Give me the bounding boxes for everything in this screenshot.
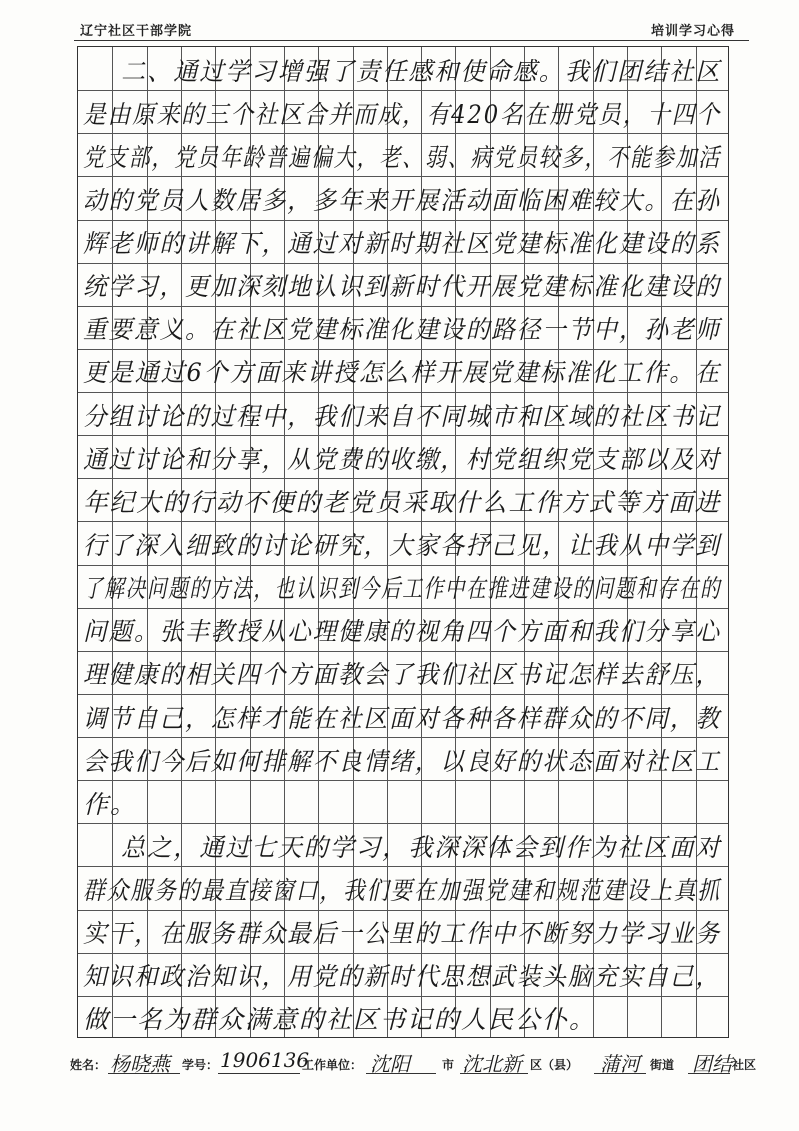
handwritten-line xyxy=(83,611,723,649)
handwritten-line xyxy=(83,784,723,822)
footer-info xyxy=(70,1048,760,1078)
city-label: 市 xyxy=(442,1058,455,1072)
handwritten-line-text: 二、通过学习增强了责任感和使命感。我们团结社区 xyxy=(120,56,722,86)
handwritten-line xyxy=(83,654,723,692)
city-value: 沈阳 xyxy=(370,1052,410,1076)
handwritten-line-text: 是由原来的三个社区合并而成，有420名在册党员，十四个 xyxy=(83,99,721,129)
handwritten-line xyxy=(83,266,723,304)
header-rule xyxy=(74,40,749,41)
handwritten-line xyxy=(83,439,723,477)
handwritten-line xyxy=(83,94,723,132)
handwritten-line-text: 理健康的相关四个方面教会了我们社区书记怎样去舒压， xyxy=(83,660,721,690)
id-underline xyxy=(218,1073,300,1074)
name-underline xyxy=(108,1073,180,1074)
handwritten-line xyxy=(83,741,723,779)
handwritten-line xyxy=(83,956,723,994)
handwritten-line-text: 作。 xyxy=(83,789,138,819)
handwritten-line xyxy=(83,870,723,908)
handwritten-line xyxy=(83,180,723,218)
handwritten-line-text: 调节自己，怎样才能在社区面对各种各样群众的不同，教 xyxy=(83,703,721,733)
handwritten-line-text: 问题。张丰教授从心理健康的视角四个方面和我们分享心 xyxy=(83,617,721,647)
handwritten-line-text: 通过讨论和分享，从党费的收缴，村党组织党支部以及对 xyxy=(83,444,721,474)
district-label: 区（县） xyxy=(530,1058,579,1072)
handwritten-line-text: 知识和政治知识，用党的新时代思想武装头脑充实自己， xyxy=(83,962,721,992)
id-value: 1906136 xyxy=(220,1048,310,1072)
handwritten-line xyxy=(83,396,723,434)
street-value: 蒲河 xyxy=(600,1052,640,1076)
handwritten-line-text: 会我们今后如何排解不良情绪，以良好的状态面对社区工 xyxy=(83,746,721,776)
handwritten-line-text: 群众服务的最直接窗口，我们要在加强党建和规范建设上真抓 xyxy=(83,876,721,906)
handwritten-line xyxy=(83,913,723,951)
handwritten-line-text: 党支部，党员年龄普遍偏大，老、弱、病党员较多，不能参加活 xyxy=(83,142,722,172)
handwritten-line xyxy=(83,352,723,390)
name-label: 姓名： xyxy=(70,1058,107,1072)
community-value: 团结 xyxy=(692,1052,732,1076)
handwritten-line xyxy=(83,827,723,865)
unit-label: 工作单位： xyxy=(302,1058,363,1072)
handwritten-line-text: 更是通过6个方面来讲授怎么样开展党建标准化工作。在 xyxy=(83,358,721,388)
handwritten-line-text: 重要意义。在社区党建标准化建设的路径一节中，孙老师 xyxy=(83,315,721,345)
handwritten-line xyxy=(83,999,723,1037)
handwritten-line-text: 行了深入细致的讨论研究，大家各抒己见，让我从中学到 xyxy=(83,531,721,560)
handwritten-line-text: 年纪大的行动不便的老党员采取什么工作方式等方面进 xyxy=(83,487,722,517)
district-value: 沈北新 xyxy=(462,1052,522,1076)
handwritten-line-text: 总之，通过七天的学习，我深深体会到作为社区面对 xyxy=(120,832,722,862)
handwritten-line-text: 实干，在服务群众最后一公里的工作中不断努力学习业务 xyxy=(83,919,721,949)
handwritten-line xyxy=(83,698,723,736)
handwritten-line xyxy=(83,223,723,261)
handwritten-line-text: 统学习，更加深刻地认识到新时代开展党建标准化建设的 xyxy=(83,272,721,302)
handwritten-text xyxy=(77,46,729,1038)
handwritten-line xyxy=(83,51,723,89)
street-label: 街道 xyxy=(650,1058,675,1072)
handwritten-line xyxy=(83,568,723,606)
handwritten-line xyxy=(83,525,723,563)
street-underline xyxy=(594,1073,646,1074)
name-value: 杨晓燕 xyxy=(110,1052,170,1076)
handwritten-line-text: 做一名为群众满意的社区书记的人民公仆。 xyxy=(83,1005,597,1035)
handwritten-line-text: 分组讨论的过程中，我们来自不同城市和区域的社区书记 xyxy=(83,401,721,431)
handwritten-line-text: 动的党员人数居多，多年来开展活动面临困难较大。在孙 xyxy=(83,185,721,215)
community-underline xyxy=(688,1073,730,1074)
handwritten-line xyxy=(83,482,723,520)
handwritten-line-text: 辉老师的讲解下，通过对新时期社区党建标准化建设的系 xyxy=(83,229,721,259)
institution-name: 辽宁社区干部学院 xyxy=(80,24,193,39)
handwritten-line xyxy=(83,137,723,175)
community-label: 社区 xyxy=(732,1058,757,1072)
district-underline xyxy=(460,1073,528,1074)
handwritten-line-text: 了解决问题的方法，也认识到今后工作中在推进建设的问题和存在的 xyxy=(83,574,722,604)
handwritten-line xyxy=(83,309,723,347)
city-underline xyxy=(366,1073,436,1074)
id-label: 学号： xyxy=(182,1058,219,1072)
document-type: 培训学习心得 xyxy=(650,24,735,39)
